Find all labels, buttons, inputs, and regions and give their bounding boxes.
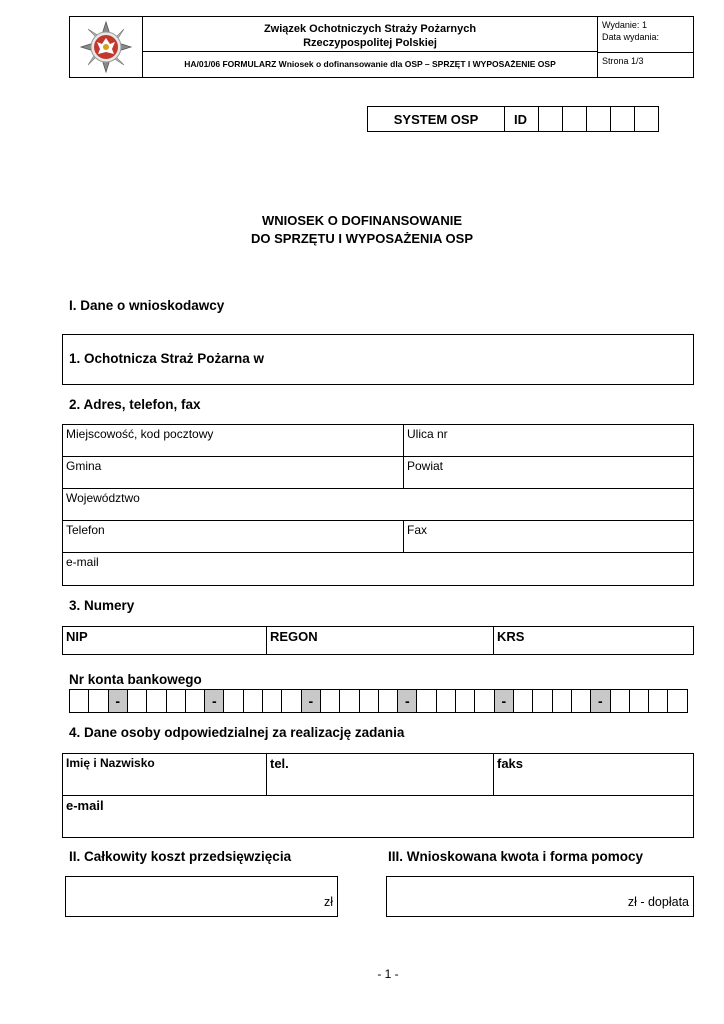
account-digit-cell[interactable] bbox=[320, 690, 339, 713]
document-title-line-2: DO SPRZĘTU I WYPOSAŻENIA OSP bbox=[251, 231, 473, 246]
street-field[interactable]: Ulica nr bbox=[404, 425, 694, 457]
account-digit-cell[interactable] bbox=[417, 690, 436, 713]
edition: Wydanie: 1 bbox=[602, 20, 647, 30]
account-digit-cell[interactable] bbox=[70, 690, 89, 713]
account-digit-cell[interactable] bbox=[475, 690, 494, 713]
nip-field[interactable]: NIP bbox=[63, 627, 267, 655]
regon-field[interactable]: REGON bbox=[267, 627, 494, 655]
account-digit-cell[interactable] bbox=[378, 690, 397, 713]
account-digit-cell[interactable] bbox=[533, 690, 552, 713]
account-separator: - bbox=[494, 690, 513, 713]
issue-date: Data wydania: bbox=[602, 32, 660, 42]
responsible-person-table bbox=[62, 753, 694, 838]
account-separator: - bbox=[301, 690, 320, 713]
page-number: - 1 - bbox=[377, 967, 399, 981]
account-digit-cell[interactable] bbox=[166, 690, 185, 713]
account-separator: - bbox=[205, 690, 224, 713]
account-digit-cell[interactable] bbox=[185, 690, 204, 713]
total-cost-field[interactable] bbox=[65, 876, 338, 917]
email-field[interactable]: e-mail bbox=[63, 553, 694, 586]
bank-account-grid bbox=[69, 689, 688, 713]
account-digit-cell[interactable] bbox=[263, 690, 282, 713]
person-fax-field[interactable]: faks bbox=[494, 754, 694, 796]
phone-field[interactable]: Telefon bbox=[63, 521, 404, 553]
id-cell[interactable] bbox=[611, 107, 635, 132]
id-cell[interactable] bbox=[539, 107, 563, 132]
document-header bbox=[69, 16, 694, 78]
account-digit-cell[interactable] bbox=[552, 690, 571, 713]
osp-name-label: 1. Ochotnicza Straż Pożarna w bbox=[69, 351, 265, 366]
fire-brigade-emblem-icon bbox=[70, 17, 142, 77]
id-cell[interactable] bbox=[587, 107, 611, 132]
system-osp-box bbox=[367, 106, 659, 132]
address-table bbox=[62, 424, 694, 586]
form-code: HA/01/06 FORMULARZ Wniosek o dofinansowanie dla OSP – SPRZĘT I WYPOSAŻENIE OSP bbox=[143, 52, 598, 77]
requested-amount-unit: zł - dopłata bbox=[627, 895, 689, 909]
person-tel-field[interactable]: tel. bbox=[267, 754, 494, 796]
account-digit-cell[interactable] bbox=[147, 690, 166, 713]
commune-field[interactable]: Gmina bbox=[63, 457, 404, 489]
numbers-heading: 3. Numery bbox=[69, 598, 135, 613]
account-digit-cell[interactable] bbox=[127, 690, 146, 713]
org-line-1: Związek Ochotniczych Straży Pożarnych bbox=[263, 23, 477, 35]
account-separator: - bbox=[591, 690, 610, 713]
account-digit-cell[interactable] bbox=[89, 690, 108, 713]
responsible-person-heading: 4. Dane osoby odpowiedzialnej za realizację zadania bbox=[69, 725, 405, 740]
requested-amount-field[interactable] bbox=[386, 876, 694, 917]
id-cell[interactable] bbox=[563, 107, 587, 132]
account-digit-cell[interactable] bbox=[224, 690, 243, 713]
account-digit-cell[interactable] bbox=[243, 690, 262, 713]
id-label: ID bbox=[505, 107, 539, 132]
account-digit-cell[interactable] bbox=[610, 690, 629, 713]
section-1-heading: I. Dane o wnioskodawcy bbox=[69, 298, 225, 313]
section-3-heading: III. Wnioskowana kwota i forma pomocy bbox=[388, 849, 644, 864]
logo-cell bbox=[70, 17, 143, 77]
edition-info bbox=[598, 17, 693, 53]
document-title-line-1: WNIOSEK O DOFINANSOWANIE bbox=[261, 213, 463, 228]
bank-account-label: Nr konta bankowego bbox=[69, 672, 202, 687]
county-field[interactable]: Powiat bbox=[404, 457, 694, 489]
address-heading: 2. Adres, telefon, fax bbox=[69, 397, 201, 412]
id-cell[interactable] bbox=[635, 107, 659, 132]
account-digit-cell[interactable] bbox=[359, 690, 378, 713]
numbers-table bbox=[62, 626, 694, 655]
account-digit-cell[interactable] bbox=[282, 690, 301, 713]
person-name-field[interactable]: Imię i Nazwisko bbox=[63, 754, 267, 796]
krs-field[interactable]: KRS bbox=[494, 627, 694, 655]
voivodeship-field[interactable]: Województwo bbox=[63, 489, 694, 521]
total-cost-unit: zł bbox=[323, 895, 333, 909]
account-digit-cell[interactable] bbox=[649, 690, 668, 713]
account-digit-cell[interactable] bbox=[629, 690, 648, 713]
section-2-heading: II. Całkowity koszt przedsięwzięcia bbox=[69, 849, 292, 864]
osp-name-field[interactable] bbox=[62, 334, 694, 385]
account-separator: - bbox=[398, 690, 417, 713]
fax-field[interactable]: Fax bbox=[404, 521, 694, 553]
system-osp-label: SYSTEM OSP bbox=[368, 107, 505, 132]
account-digit-cell[interactable] bbox=[340, 690, 359, 713]
account-separator: - bbox=[108, 690, 127, 713]
organization-name bbox=[143, 17, 598, 52]
page-info: Strona 1/3 bbox=[602, 56, 644, 66]
account-digit-cell[interactable] bbox=[571, 690, 590, 713]
city-field[interactable]: Miejscowość, kod pocztowy bbox=[63, 425, 404, 457]
account-digit-cell[interactable] bbox=[456, 690, 475, 713]
org-line-2: Rzeczypospolitej Polskiej bbox=[303, 37, 437, 49]
account-digit-cell[interactable] bbox=[436, 690, 455, 713]
account-digit-cell[interactable] bbox=[513, 690, 532, 713]
account-digit-cell[interactable] bbox=[668, 690, 688, 713]
person-email-field[interactable]: e-mail bbox=[63, 796, 694, 838]
